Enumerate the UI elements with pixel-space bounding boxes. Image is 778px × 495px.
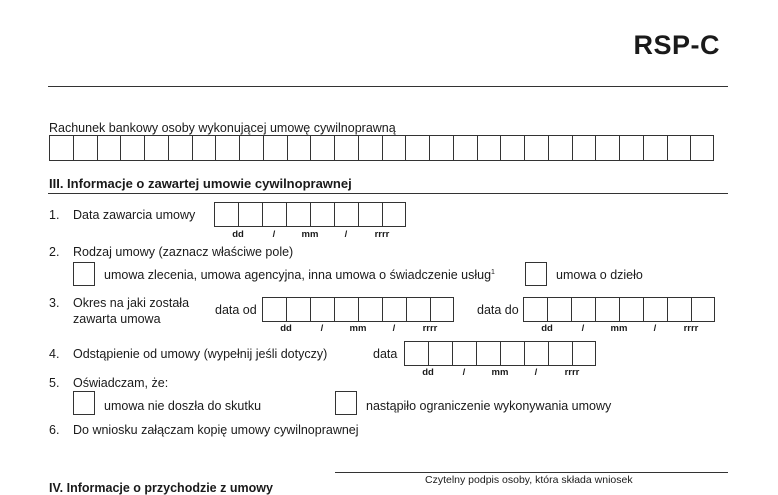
item-5-number: 5. bbox=[49, 376, 60, 390]
format-month: mm bbox=[301, 229, 319, 240]
bank-account-cell[interactable] bbox=[144, 135, 168, 161]
date-digit-cell[interactable] bbox=[476, 341, 500, 366]
date-digit-cell[interactable] bbox=[619, 297, 643, 322]
item-4-number: 4. bbox=[49, 347, 60, 361]
item-1-label: Data zawarcia umowy bbox=[73, 208, 196, 222]
format-separator: / bbox=[272, 229, 276, 240]
limited-performance-checkbox[interactable] bbox=[335, 391, 357, 415]
bank-account-field[interactable] bbox=[49, 135, 714, 161]
bank-account-cell[interactable] bbox=[73, 135, 97, 161]
date-digit-cell[interactable] bbox=[382, 202, 406, 227]
date-digit-cell[interactable] bbox=[547, 297, 571, 322]
date-digit-cell[interactable] bbox=[238, 202, 262, 227]
bank-account-cell[interactable] bbox=[548, 135, 572, 161]
bank-account-cell[interactable] bbox=[215, 135, 239, 161]
bank-account-cell[interactable] bbox=[192, 135, 216, 161]
date-digit-cell[interactable] bbox=[334, 202, 358, 227]
item-2-number: 2. bbox=[49, 245, 60, 259]
format-day: dd bbox=[280, 323, 292, 334]
date-digit-cell[interactable] bbox=[500, 341, 524, 366]
bank-account-cell[interactable] bbox=[287, 135, 311, 161]
date-digit-cell[interactable] bbox=[643, 297, 667, 322]
date-digit-cell[interactable] bbox=[571, 297, 595, 322]
date-digit-cell[interactable] bbox=[691, 297, 715, 322]
date-digit-cell[interactable] bbox=[310, 297, 334, 322]
item-6-number: 6. bbox=[49, 423, 60, 437]
date-digit-cell[interactable] bbox=[334, 297, 358, 322]
format-separator: / bbox=[320, 323, 324, 334]
bank-account-cell[interactable] bbox=[168, 135, 192, 161]
format-year: rrrr bbox=[564, 367, 580, 378]
bank-account-cell[interactable] bbox=[263, 135, 287, 161]
item-5-label: Oświadczam, że: bbox=[73, 376, 169, 390]
date-digit-cell[interactable] bbox=[404, 341, 428, 366]
date-digit-cell[interactable] bbox=[548, 341, 572, 366]
date-to-field[interactable] bbox=[523, 297, 715, 322]
signature-label: Czytelny podpis osoby, która składa wniosek bbox=[425, 474, 633, 486]
date-digit-cell[interactable] bbox=[428, 341, 452, 366]
not-concluded-checkbox[interactable] bbox=[73, 391, 95, 415]
contract-type-work-label: umowa o dzieło bbox=[556, 268, 643, 282]
not-concluded-label: umowa nie doszła do skutku bbox=[104, 399, 262, 413]
bank-account-cell[interactable] bbox=[572, 135, 596, 161]
bank-account-cell[interactable] bbox=[429, 135, 453, 161]
bank-account-cell[interactable] bbox=[382, 135, 406, 161]
bank-account-cell[interactable] bbox=[500, 135, 524, 161]
item-6-label: Do wniosku załączam kopię umowy cywilnoprawnej bbox=[73, 423, 359, 437]
bank-account-cell[interactable] bbox=[690, 135, 714, 161]
date-digit-cell[interactable] bbox=[523, 297, 547, 322]
format-month: mm bbox=[349, 323, 367, 334]
date-digit-cell[interactable] bbox=[358, 297, 382, 322]
bank-account-cell[interactable] bbox=[310, 135, 334, 161]
format-day: dd bbox=[422, 367, 434, 378]
format-year: rrrr bbox=[374, 229, 390, 240]
signature-line[interactable] bbox=[335, 472, 728, 473]
limited-performance-label: nastąpiło ograniczenie wykonywania umowy bbox=[366, 399, 612, 413]
date-digit-cell[interactable] bbox=[595, 297, 619, 322]
format-year: rrrr bbox=[422, 323, 438, 334]
bank-account-cell[interactable] bbox=[120, 135, 144, 161]
bank-account-cell[interactable] bbox=[477, 135, 501, 161]
date-digit-cell[interactable] bbox=[214, 202, 238, 227]
withdrawal-date-field[interactable] bbox=[404, 341, 596, 366]
bank-account-cell[interactable] bbox=[358, 135, 382, 161]
bank-account-cell[interactable] bbox=[595, 135, 619, 161]
bank-account-label: Rachunek bankowy osoby wykonującej umowę cywilnoprawną bbox=[49, 121, 396, 135]
withdrawal-date-format bbox=[404, 367, 596, 378]
date-digit-cell[interactable] bbox=[310, 202, 334, 227]
format-separator: / bbox=[653, 323, 657, 334]
date-digit-cell[interactable] bbox=[524, 341, 548, 366]
item-3-label-line1: Okres na jaki została bbox=[73, 296, 190, 310]
date-digit-cell[interactable] bbox=[262, 202, 286, 227]
bank-account-cell[interactable] bbox=[667, 135, 691, 161]
bank-account-cell[interactable] bbox=[453, 135, 477, 161]
bank-account-cell[interactable] bbox=[334, 135, 358, 161]
date-from-label: data od bbox=[215, 303, 257, 317]
contract-date-field[interactable] bbox=[214, 202, 406, 227]
format-separator: / bbox=[344, 229, 348, 240]
date-digit-cell[interactable] bbox=[382, 297, 406, 322]
date-digit-cell[interactable] bbox=[667, 297, 691, 322]
format-separator: / bbox=[462, 367, 466, 378]
date-digit-cell[interactable] bbox=[286, 297, 310, 322]
contract-type-service-checkbox[interactable] bbox=[73, 262, 95, 286]
withdrawal-date-label: data bbox=[373, 347, 398, 361]
date-to-format bbox=[523, 323, 715, 334]
section-3-rule bbox=[48, 193, 728, 194]
date-from-format bbox=[262, 323, 454, 334]
item-3-number: 3. bbox=[49, 296, 60, 310]
item-2-label: Rodzaj umowy (zaznacz właściwe pole) bbox=[73, 245, 294, 259]
bank-account-cell[interactable] bbox=[643, 135, 667, 161]
item-3-label-line2: zawarta umowa bbox=[73, 312, 161, 326]
contract-type-service-label: umowa zlecenia, umowa agencyjna, inna umowa o świadczenie usług$^1$ bbox=[104, 268, 495, 282]
bank-account-cell[interactable] bbox=[524, 135, 548, 161]
date-to-label: data do bbox=[477, 303, 519, 317]
format-separator: / bbox=[581, 323, 585, 334]
bank-account-cell[interactable] bbox=[239, 135, 263, 161]
format-year: rrrr bbox=[683, 323, 699, 334]
date-digit-cell[interactable] bbox=[406, 297, 430, 322]
bank-account-cell[interactable] bbox=[49, 135, 73, 161]
date-digit-cell[interactable] bbox=[286, 202, 310, 227]
format-day: dd bbox=[541, 323, 553, 334]
item-4-label: Odstąpienie od umowy (wypełnij jeśli dotyczy) bbox=[73, 347, 328, 361]
form-code: RSP-C bbox=[633, 30, 720, 60]
date-digit-cell[interactable] bbox=[358, 202, 382, 227]
footnote-marker: 1 bbox=[491, 268, 495, 276]
contract-type-work-checkbox[interactable] bbox=[525, 262, 547, 286]
section-4-title: IV. Informacje o przychodzie z umowy bbox=[49, 481, 273, 495]
item-1-number: 1. bbox=[49, 208, 60, 222]
date-from-field[interactable] bbox=[262, 297, 454, 322]
bank-account-cell[interactable] bbox=[97, 135, 121, 161]
date-digit-cell[interactable] bbox=[430, 297, 454, 322]
bank-account-cell[interactable] bbox=[619, 135, 643, 161]
section-3-title: III. Informacje o zawartej umowie cywilnoprawnej bbox=[49, 176, 352, 191]
format-month: mm bbox=[491, 367, 509, 378]
format-month: mm bbox=[610, 323, 628, 334]
header-rule bbox=[48, 86, 728, 87]
format-day: dd bbox=[232, 229, 244, 240]
format-separator: / bbox=[534, 367, 538, 378]
date-digit-cell[interactable] bbox=[452, 341, 476, 366]
contract-date-format bbox=[214, 229, 406, 240]
date-digit-cell[interactable] bbox=[572, 341, 596, 366]
date-digit-cell[interactable] bbox=[262, 297, 286, 322]
format-separator: / bbox=[392, 323, 396, 334]
bank-account-cell[interactable] bbox=[405, 135, 429, 161]
